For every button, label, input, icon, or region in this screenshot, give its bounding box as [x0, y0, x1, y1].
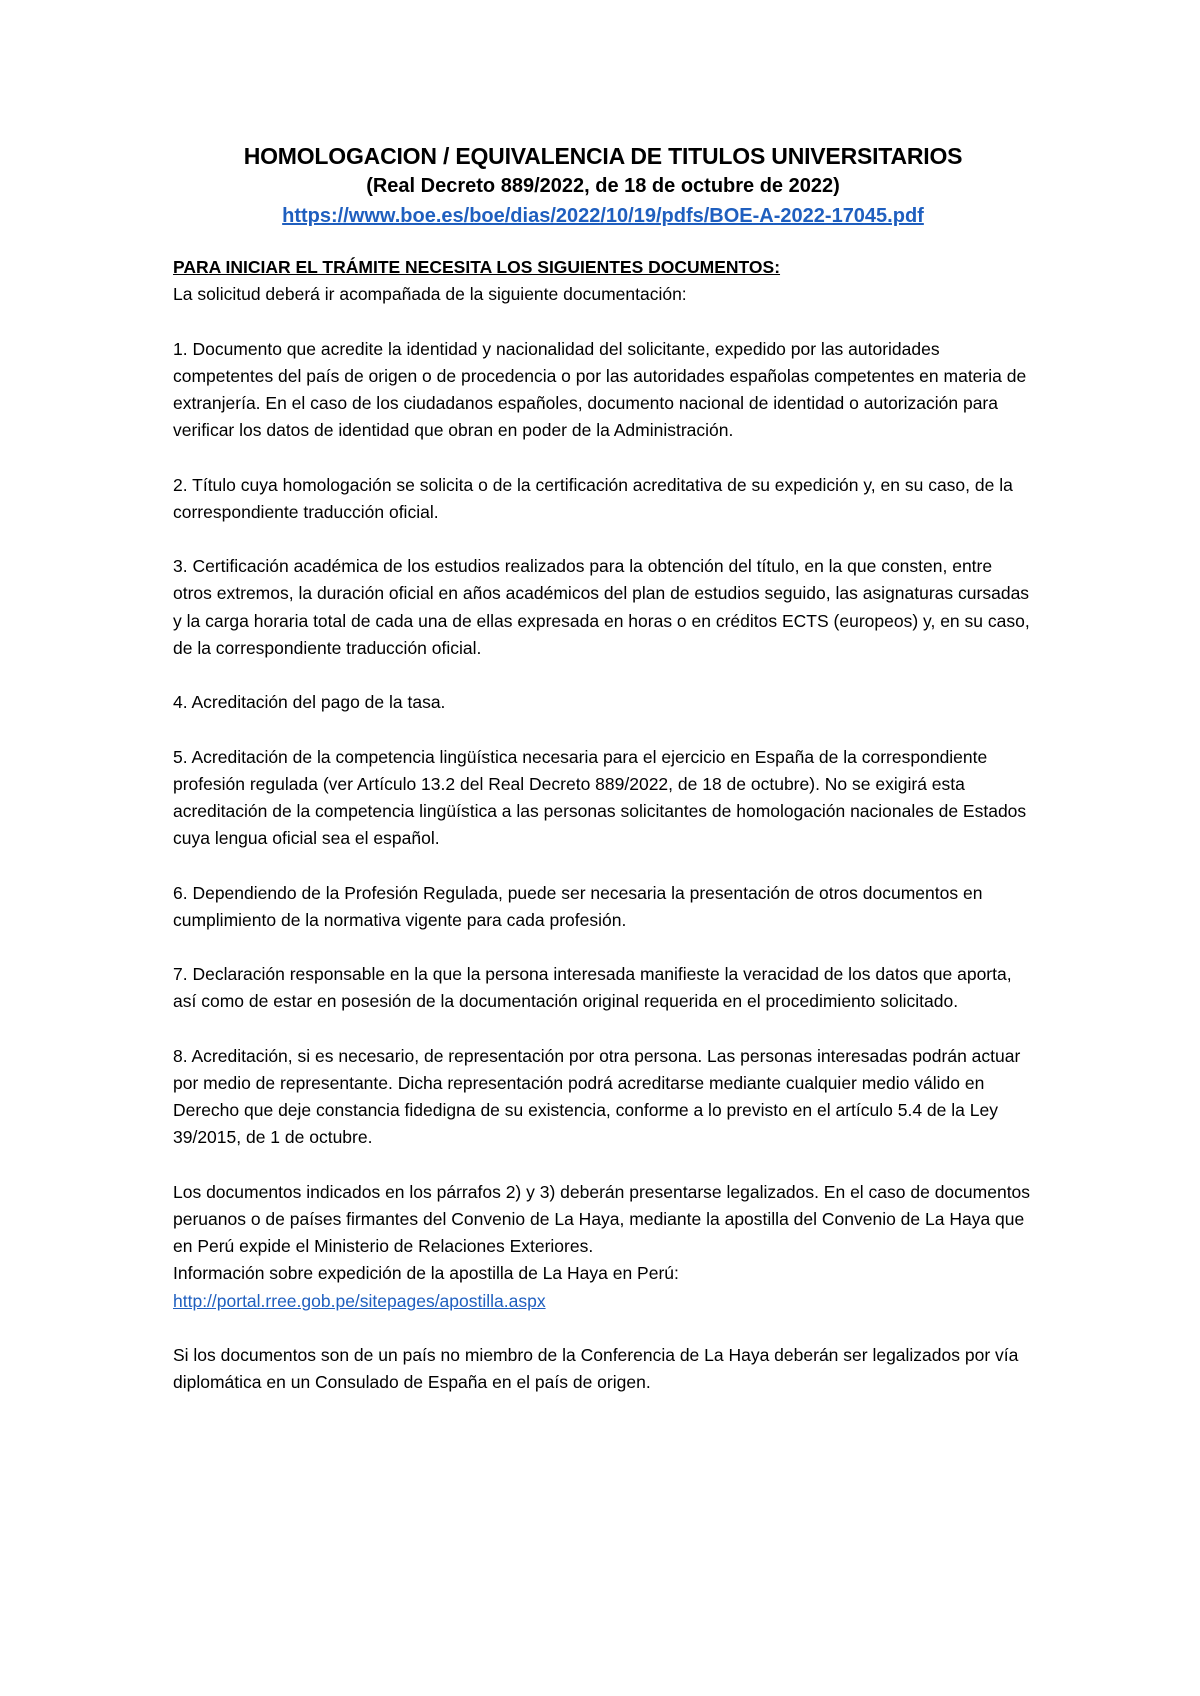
document-subtitle: (Real Decreto 889/2022, de 18 de octubre de 2022): [366, 175, 840, 197]
requirement-item-1: 1. Documento que acredite la identidad y nacionalidad del solicitante, expedido por las autoridades competentes del país de origen o de procedencia o por las autoridades españolas competentes en materia de extranjería. En el caso de los ciudadanos españoles, documento nacional de identidad o autorización para verificar los datos de identidad que obran en poder de la Administración.: [173, 338, 1027, 441]
boe-link[interactable]: https://www.boe.es/boe/dias/2022/10/19/pdfs/BOE-A-2022-17045.pdf: [282, 205, 924, 227]
document-title: HOMOLOGACION / EQUIVALENCIA DE TITULOS UNIVERSITARIOS: [243, 143, 963, 169]
requirement-item-6: 6. Dependiendo de la Profesión Regulada, puede ser necesaria la presentación de otros documentos en cumplimiento de la normativa vigente para cada profesión.: [173, 882, 983, 930]
requirement-item-8: 8. Acreditación, si es necesario, de representación por otra persona. Las personas interesadas podrán actuar por medio de representante. Dicha representación podrá acreditarse mediante cualquier medio válido en Derecho que deje constancia fidedigna de su existencia, conforme a lo previsto en el artículo 5.4 de la Ley 39/2015, de 1 de octubre.: [173, 1045, 1021, 1148]
document-body: [173, 254, 1033, 1396]
legalization-text: Los documentos indicados en los párrafos 2) y 3) deberán presentarse legalizados. En el caso de documentos peruanos o de países firmantes del Convenio de La Haya, mediante la apostilla del Convenio de La Haya que en Perú expide el Ministerio de Relaciones Exteriores.: [173, 1181, 1031, 1257]
requirement-item-5: 5. Acreditación de la competencia lingüística necesaria para el ejercicio en España de la correspondiente profesión regulada (ver Artículo 13.2 del Real Decreto 889/2022, de 18 de octubre). No se exigirá esta acreditación de la competencia lingüística a las personas solicitantes de homologación nacionales de Estados cuya lengua oficial sea el español.: [173, 746, 1027, 849]
intro-text: La solicitud deberá ir acompañada de la siguiente documentación:: [173, 284, 687, 305]
requirement-item-7: 7. Declaración responsable en la que la persona interesada manifieste la veracidad de los datos que aporta, así como de estar en posesión de la documentación original requerida en el procedimiento solicitado.: [173, 964, 1012, 1012]
requirement-item-4: 4. Acreditación del pago de la tasa.: [173, 692, 446, 713]
document-page: [173, 140, 1033, 1396]
apostille-info-label: Información sobre expedición de la apostilla de La Haya en Perú:: [173, 1263, 679, 1284]
document-header: [173, 140, 1033, 231]
non-member-text: Si los documentos son de un país no miembro de la Conferencia de La Haya deberán ser legalizados por vía diplomática en un Consulado de España en el país de origen.: [173, 1344, 1019, 1393]
requirement-item-3: 3. Certificación académica de los estudios realizados para la obtención del título, en la que consten, entre otros extremos, la duración oficial en años académicos del plan de estudios seguido, las asignaturas cursadas y la carga horaria total de cada una de ellas expresada en horas o en créditos ECTS (europeos) y, en su caso, de la correspondiente traducción oficial.: [173, 556, 1030, 658]
apostille-link[interactable]: http://portal.rree.gob.pe/sitepages/apostilla.aspx: [173, 1290, 546, 1311]
section-heading: PARA INICIAR EL TRÁMITE NECESITA LOS SIGUIENTES DOCUMENTOS:: [173, 257, 781, 277]
requirement-item-2: 2. Título cuya homologación se solicita o de la certificación acreditativa de su expedición y, en su caso, de la correspondiente traducción oficial.: [173, 474, 1013, 522]
